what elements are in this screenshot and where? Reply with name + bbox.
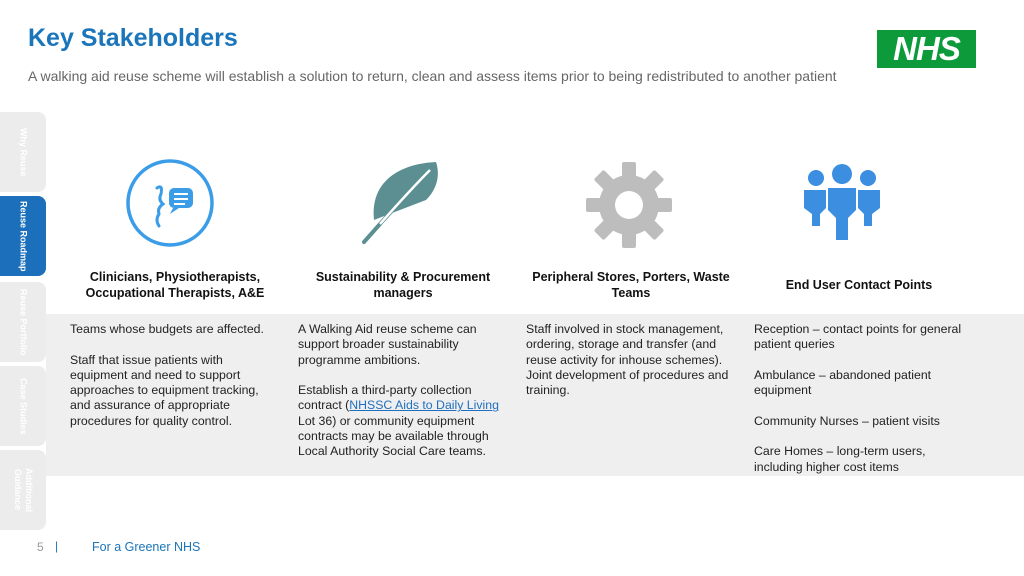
gear-icon [584,160,674,250]
sidebar-item-reuse-portfolio[interactable] [0,282,46,362]
column-paragraph: Reception – contact points for general patient queries [754,322,962,352]
column-paragraph: Care Homes – long-term users, including higher cost items [754,444,926,474]
column-paragraph [298,383,510,459]
nhs-logo-text: NHS [893,30,960,67]
footer-tagline: For a Greener NHS [92,540,201,554]
column-body [70,322,282,429]
column-paragraph: Community Nurses – patient visits [754,413,940,428]
column-heading: Peripheral Stores, Porters, Waste Teams [532,270,730,300]
speech-bubble-person-icon [125,158,215,248]
nhssc-aids-link[interactable]: NHSSC Aids to Daily Living [349,398,499,413]
page-number: 5 [37,540,44,554]
sidebar-item-label: Case Studies [18,377,29,435]
paragraph-text: Establish a third-party collection contract ( [298,383,472,413]
paragraph-text: Lot 36) or community equipment contracts may be available through Local Authority Social Care teams. [298,413,489,459]
column-heading: Sustainability & Procurement managers [315,270,491,300]
column-body [526,322,738,398]
leaf-icon [356,158,446,248]
sidebar-item-label: Why Reuse [18,127,29,177]
sidebar-item-why-reuse[interactable] [0,112,46,192]
page-title: Key Stakeholders [28,24,238,52]
sidebar-item-label: Additional Guidance [13,468,34,512]
sidebar-item-label: Reuse Roadmap [18,200,29,272]
column-paragraph: Staff involved in stock management, ordering, storage and transfer (and reuse activity for inhouse schemes). Joint development of procedures and training. [526,322,729,398]
column-body [754,322,966,475]
column-paragraph: Staff that issue patients with equipment and need to support approaches to equipment tracking, and assurance of appropriate procedures for quality control. [70,352,259,428]
column-paragraph: A Walking Aid reuse scheme can support broader sustainability programme ambitions. [298,322,477,367]
column-body [298,322,510,460]
sidebar-item-reuse-roadmap[interactable] [0,196,46,276]
column-heading: End User Contact Points [785,278,933,292]
column-heading: Clinicians, Physiotherapists, Occupational Therapists, A&E [85,270,265,300]
column-paragraph: Teams whose budgets are affected. [70,322,264,336]
page-subtitle: A walking aid reuse scheme will establish a solution to return, clean and assess items prior to being redistributed to another patient [28,68,837,84]
footer-separator: | [55,539,59,553]
column-paragraph: Ambulance – abandoned patient equipment [754,367,932,398]
people-group-icon [802,164,882,244]
sidebar-item-additional-guidance[interactable] [0,450,46,530]
sidebar-item-label: Reuse Portfolio [18,288,29,356]
sidebar-item-case-studies[interactable] [0,366,46,446]
nhs-logo [877,30,976,68]
